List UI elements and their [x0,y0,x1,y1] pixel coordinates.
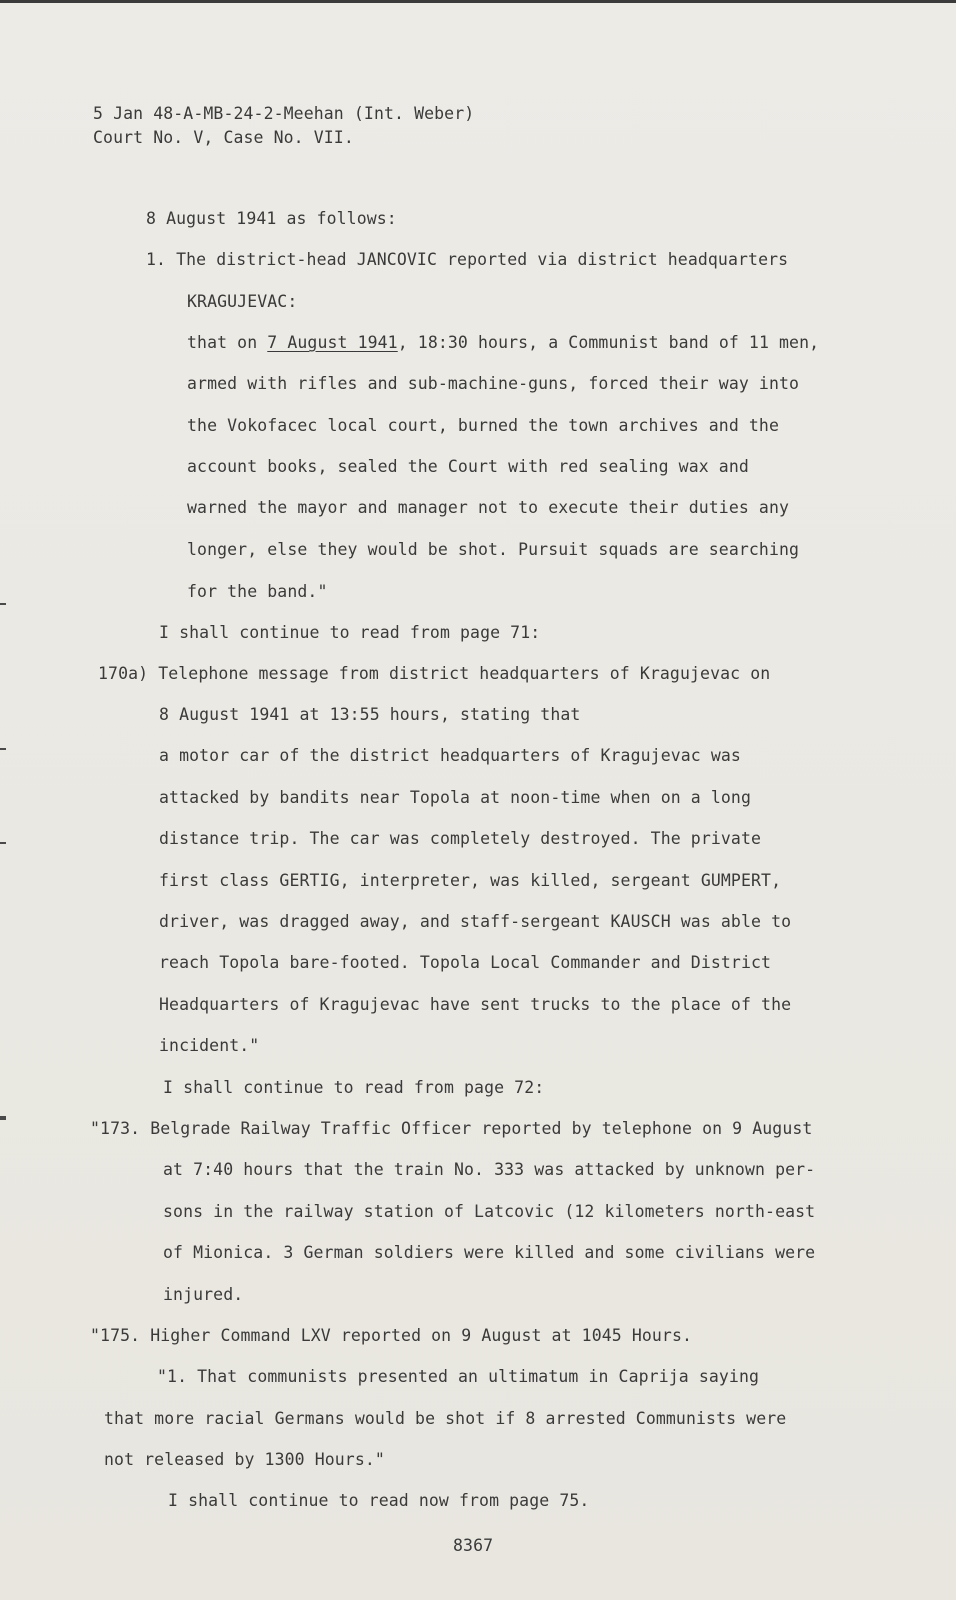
text-line: 8 August 1941 at 13:55 hours, stating that [159,705,581,724]
text-line: 8 August 1941 as follows: [146,209,397,228]
text-line: "173. Belgrade Railway Traffic Officer reported by telephone on 9 August [90,1119,813,1138]
text-line: reach Topola bare-footed. Topola Local Commander and District [159,953,772,972]
page-number: 8367 [453,1536,494,1555]
text-line: I shall continue to read from page 71: [159,623,541,642]
text-line: sons in the railway station of Latcovic (12 kilometers north-east [163,1202,816,1221]
text-line: driver, was dragged away, and staff-sergeant KAUSCH was able to [159,912,792,931]
text-line: "175. Higher Command LXV reported on 9 August at 1045 Hours. [90,1326,693,1345]
text-line: of Mionica. 3 German soldiers were killed and some civilians were [163,1243,816,1262]
text-line: a motor car of the district headquarters of Kragujevac was [159,746,741,765]
underlined-date: 7 August 1941 [267,333,398,352]
margin-mark [0,1116,6,1120]
text-line: for the band." [187,582,328,601]
text-segment: , 18:30 hours, a Communist band of 11 men, [397,333,820,352]
text-line: warned the mayor and manager not to execute their duties any [187,498,790,517]
text-line: KRAGUJEVAC: [187,292,298,311]
text-line: 1. The district-head JANCOVIC reported via district headquarters [146,250,789,269]
text-line: incident." [159,1036,260,1055]
text-line: attacked by bandits near Topola at noon-time when on a long [159,788,751,807]
text-line: the Vokofacec local court, burned the town archives and the [187,416,779,435]
text-line: "1. That communists presented an ultimatum in Caprija saying [157,1367,760,1386]
margin-mark [0,748,6,750]
text-line: at 7:40 hours that the train No. 333 was attacked by unknown per- [163,1160,816,1179]
header-reference: 5 Jan 48-A-MB-24-2-Meehan (Int. Weber) [93,104,475,123]
margin-mark [0,842,6,844]
text-line: Headquarters of Kragujevac have sent trucks to the place of the [159,995,792,1014]
header-court: Court No. V, Case No. VII. [93,128,354,147]
text-line: not released by 1300 Hours." [104,1450,385,1469]
text-line: I shall continue to read from page 72: [163,1078,545,1097]
text-line: first class GERTIG, interpreter, was killed, sergeant GUMPERT, [159,871,782,890]
text-line: account books, sealed the Court with red sealing wax and [187,457,749,476]
text-line: injured. [163,1285,244,1304]
text-line: that more racial Germans would be shot if 8 arrested Communists were [104,1409,787,1428]
text-line: I shall continue to read now from page 75. [168,1491,590,1510]
text-line: 170a) Telephone message from district headquarters of Kragujevac on [98,664,771,683]
text-line: distance trip. The car was completely destroyed. The private [159,829,762,848]
text-line [187,333,819,353]
text-line: longer, else they would be shot. Pursuit squads are searching [187,540,800,559]
page-top-edge [0,0,956,3]
margin-mark [0,603,6,605]
text-segment: that on [187,333,268,352]
text-line: armed with rifles and sub-machine-guns, forced their way into [187,374,800,393]
